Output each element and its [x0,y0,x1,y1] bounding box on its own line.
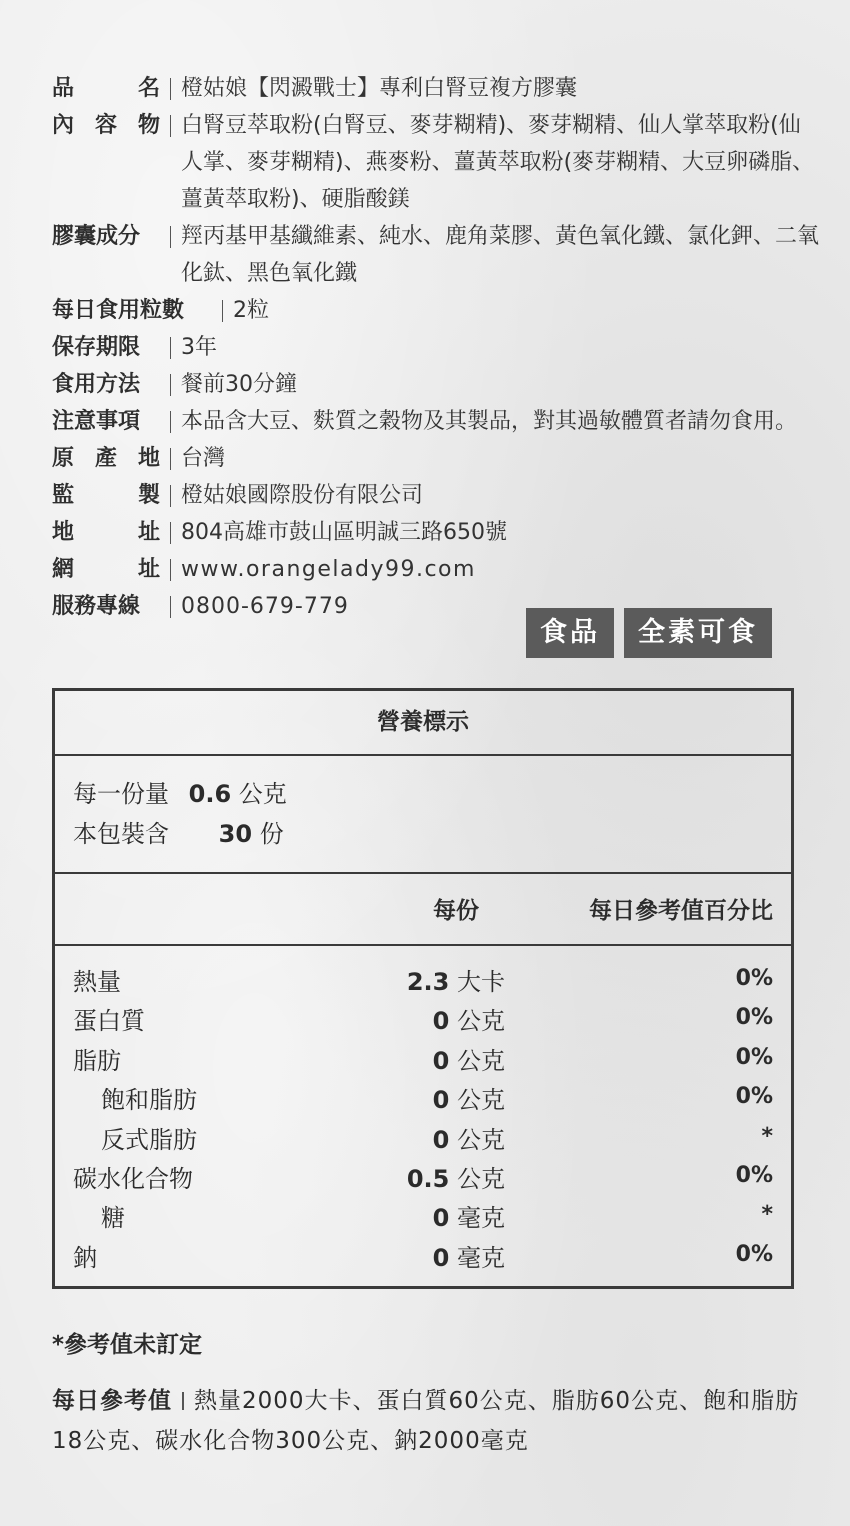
info-value-shelf: 3年 [181,335,217,360]
separator [170,559,171,581]
separator [170,411,171,433]
nutrient-amount: 0 公克 [432,1007,505,1036]
badge-food: 食品 [526,608,614,658]
col-daily-pct: 每日參考值百分比 [589,898,773,924]
daily-reference-label: 每日參考值 [52,1388,172,1414]
info-row-website [52,551,822,588]
info-value-maker: 橙姑娘國際股份有限公司 [181,483,424,508]
nutrient-amount: 0 毫克 [432,1204,505,1233]
nutrient-name: 碳水化合物 [73,1164,193,1193]
info-label-hotline: 服務專線 [52,594,141,619]
info-row-caution [52,403,822,440]
nutrition-table [52,688,794,1289]
nutrient-amount: 0 公克 [432,1086,505,1115]
info-label-origin: 原 產 地 [52,446,160,471]
info-row-capsule [52,218,822,292]
nutrient-pct: * [761,1202,773,1228]
nutrient-name: 糖 [101,1204,125,1233]
info-value-usage: 餐前30分鐘 [181,372,297,397]
info-label-name: 品 名 [52,76,160,101]
info-value-ingredients: 白腎豆萃取粉(白腎豆、麥芽糊精)、麥芽糊精、仙人掌萃取粉(仙人掌、麥芽糊精)、燕麥粉、薑黃萃取粉(麥芽糊精、大豆卵磷脂、薑黃萃取粉)、硬脂酸鎂 [181,113,815,212]
info-row-address [52,514,822,551]
nutrient-amount: 0 公克 [432,1125,505,1154]
nutrient-row-trans-fat [55,1120,791,1159]
info-label-daily: 每日食用粒數 [52,298,185,323]
info-value-caution: 本品含大豆、麩質之穀物及其製品，對其過敏體質者請勿食用。 [181,409,798,434]
info-label-ingredients: 內 容 物 [52,113,160,138]
serving-size-label: 每一份量 [73,780,169,808]
nutrient-pct: 0% [735,966,773,991]
nutrient-name: 鈉 [73,1243,97,1272]
nutrient-amount: 0.5 公克 [406,1164,505,1193]
nutrition-title: 營養標示 [55,691,791,756]
info-value-hotline: 0800-679-779 [181,594,349,619]
separator [222,300,223,322]
separator [170,226,171,248]
info-label-capsule: 膠囊成分 [52,224,141,249]
nutrient-pct: * [761,1123,773,1149]
info-value-daily: 2粒 [233,298,269,323]
nutrient-row-calories [55,962,791,1001]
info-label-shelf: 保存期限 [52,335,141,360]
separator [170,374,171,396]
package-count-row [73,814,791,854]
daily-reference [52,1381,822,1461]
info-label-address: 地 址 [52,520,160,545]
nutrient-pct: 0% [735,1241,773,1267]
badge-vegan: 全素可食 [624,608,772,658]
nutrient-pct: 0% [735,1162,773,1188]
col-per-serving: 每份 [433,898,479,924]
nutrient-row-fat [55,1041,791,1080]
package-count-value: 30 [218,820,253,848]
info-row-daily [52,292,822,329]
nutrient-name: 蛋白質 [73,1007,145,1036]
nutrient-row-protein [55,1001,791,1040]
nutrient-name: 反式脂肪 [101,1125,197,1154]
separator [170,448,171,470]
info-label-maker: 監 製 [52,483,160,508]
separator [170,522,171,544]
separator [170,485,171,507]
info-value-origin: 台灣 [181,446,226,471]
separator [170,78,171,100]
nutrient-amount: 0 毫克 [432,1243,505,1272]
serving-info [55,756,791,874]
nutrition-header [55,874,791,946]
info-row-ingredients [52,107,822,218]
nutrient-name: 脂肪 [73,1046,121,1075]
product-info [52,70,822,625]
info-row-maker [52,477,822,514]
info-label-usage: 食用方法 [52,372,141,397]
package-count-unit: 份 [259,820,284,848]
daily-reference-value: 熱量2000大卡、蛋白質60公克、脂肪60公克、飽和脂肪18公克、碳水化合物300公克、鈉2000毫克 [52,1388,800,1454]
nutrient-name: 熱量 [73,968,121,996]
serving-size-row [73,774,791,814]
nutrient-pct: 0% [735,1084,773,1110]
nutrient-amount: 2.3 大卡 [406,968,505,996]
info-row-usage [52,366,822,403]
nutrient-row-saturated-fat [55,1080,791,1119]
nutrient-name: 飽和脂肪 [101,1086,197,1115]
info-label-caution: 注意事項 [52,409,141,434]
nutrient-pct: 0% [735,1044,773,1070]
separator [170,596,171,618]
nutrient-pct: 0% [735,1005,773,1031]
package-count-label: 本包裝含 [73,820,169,848]
nutrient-amount: 0 公克 [432,1046,505,1075]
info-value-name: 橙姑娘【閃澱戰士】專利白腎豆複方膠囊 [181,76,578,101]
serving-size-unit: 公克 [238,780,287,808]
info-row-origin [52,440,822,477]
badges [526,608,772,658]
info-row-name [52,70,822,107]
separator [170,115,171,137]
info-row-shelf [52,329,822,366]
footnote: *參考值未訂定 [52,1332,203,1358]
separator [170,337,171,359]
nutrient-row-carbohydrate [55,1159,791,1198]
separator [182,1392,184,1410]
nutrition-rows [55,946,791,1277]
info-value-address: 804高雄市鼓山區明誠三路650號 [181,520,507,545]
serving-size-value: 0.6 [188,780,232,808]
nutrient-row-sugar [55,1198,791,1237]
info-value-website[interactable]: www.orangelady99.com [181,557,476,582]
info-label-website: 網 址 [52,557,160,582]
nutrient-row-sodium [55,1238,791,1277]
info-value-capsule: 羥丙基甲基纖維素、純水、鹿角菜膠、黃色氧化鐵、氯化鉀、二氧化鈦、黑色氧化鐵 [181,224,820,286]
